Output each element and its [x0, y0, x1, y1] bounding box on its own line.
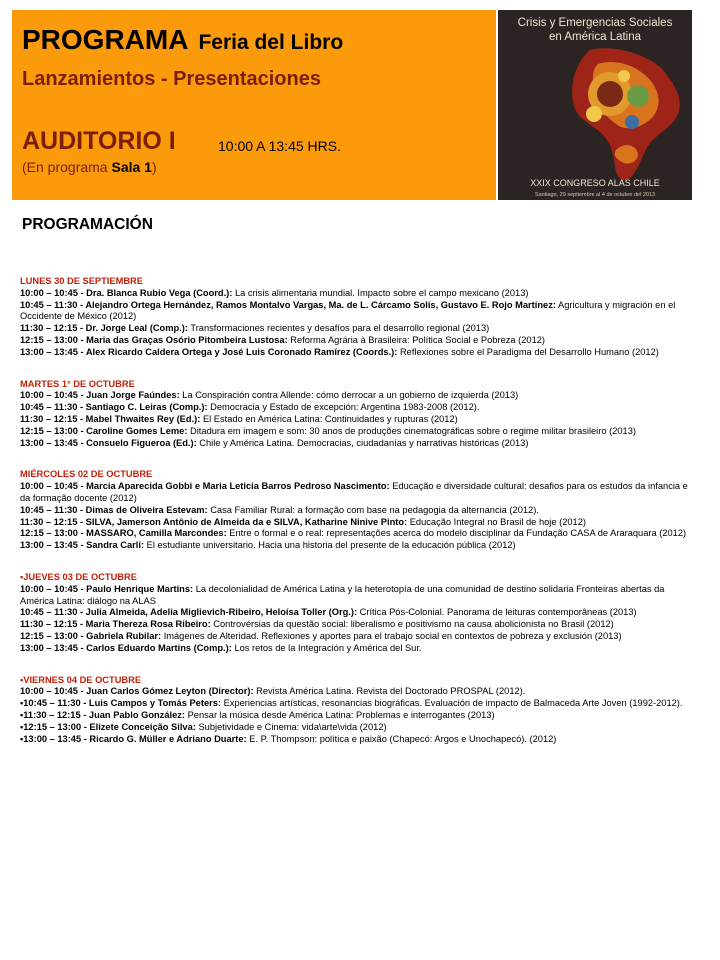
entry-time: 10:45 – 11:30 [20, 299, 78, 310]
room-note: (En programa Sala 1) [22, 159, 157, 175]
day-section [20, 572, 696, 655]
program-subtitle: Lanzamientos - Presentaciones [22, 68, 321, 90]
schedule-entry: 10:00 – 10:45 - Paulo Henrique Martins: La decolonialidad de América Latina y la heterotopía de una comunidad de destino solidaria Fronteiras abertas da América Latina: diálogo na ALAS [20, 583, 665, 606]
entry-authors: Elizete Conceição Silva: [89, 721, 196, 732]
entry-authors: Marcia Aparecida Gobbi e Maria Leticia Barros Pedroso Nascimento: [86, 481, 390, 492]
entry-time: 10:45 – 11:30 [20, 402, 78, 413]
schedule-entry: 10:00 – 10:45 - Juan Carlos Gómez Leyton (Director): Revista América Latina. Revista del Doctorado PROSPAL (2012). [20, 686, 526, 697]
entry-authors: Ricardo G. Müller e Adriano Duarte: [89, 733, 247, 744]
entry-authors: Dimas de Oliveira Estevam: [85, 504, 208, 515]
entry-authors: Maria Thereza Rosa Ribeiro: [85, 619, 211, 630]
entry-time: 10:00 – 10:45 [20, 481, 78, 492]
entry-title: La Conspiración contra Allende: cómo derrocar a un gobierno de izquierda (2013) [182, 390, 519, 401]
poster-dates: Santiago, 29 septiembre al 4 de octubre del 2013 [534, 192, 656, 198]
entry-authors: Dr. Jorge Leal (Comp.): [85, 323, 188, 334]
schedule-entry: 11:30 – 12:15 - Dr. Jorge Leal (Comp.): Transformaciones recientes y desafíos para el desarrollo regional (2013) [20, 323, 490, 334]
entry-title: La crisis alimentaria mundial. Impacto sobre el campo mexicano (2013) [234, 287, 529, 298]
day-section [20, 379, 696, 450]
day-section [20, 469, 696, 552]
schedule-entry: 12:15 – 13:00 - MASSARO, Camilla Marcondes: Entre o formal e o real: representações acerca do modelo disciplinar da Fundação CASA de Araraquara (2012) [20, 528, 687, 539]
entry-title: Subjetividade e Cinema: vida\arte\vida (2012) [198, 721, 387, 732]
entry-title: Experiencias artísticas, resonancias biográficas. Evaluación de impacto de Balmaceda Arte Joven (1992-2012). [223, 698, 683, 709]
entry-time: 10:00 – 10:45 [20, 583, 78, 594]
schedule-entry: •12:15 – 13:00 - Elizete Conceição Silva: Subjetividade e Cinema: vida\arte\vida (2012) [20, 721, 387, 732]
entry-title: Los retos de la Integración y América del Sur. [234, 642, 422, 653]
entry-title: El Estado en América Latina: Continuidades y rupturas (2012) [202, 413, 458, 424]
schedule-entry: 10:45 – 11:30 - Santiago C. Leiras (Comp.): Democracia y Estado de excepción: Argentina 1983-2008 (2012). [20, 402, 480, 413]
entry-title: Educação e diversidade cultural: desafios para os estudos da infancia e da formação docente (2012) [20, 481, 688, 503]
schedule-entry: 13:00 – 13:45 - Carlos Eduardo Martins (Comp.): Los retos de la Integración y América del Sur. [20, 642, 422, 653]
entry-authors: Alex Ricardo Caldera Ortega y José Luis Coronado Ramírez (Coords.): [85, 346, 398, 357]
schedule-entry: 11:30 – 12:15 - Mabel Thwaites Rey (Ed.): El Estado en América Latina: Continuidades y rupturas (2012) [20, 413, 458, 424]
entry-authors: Maria das Graças Osório Pitombeira Lustosa: [86, 334, 288, 345]
schedule-entry: 10:45 – 11:30 - Dimas de Oliveira Estevam: Casa Familiar Rural: a formação com base na pedagogia da alternancia (2012). [20, 504, 539, 515]
schedule-entry: •11:30 – 12:15 - Juan Pablo González: Pensar la música desde América Latina: Problemas e interrogantes (2013) [20, 709, 495, 720]
entry-time: 13:00 – 13:45 [20, 642, 78, 653]
entry-title: La decolonialidad de América Latina y la heterotopía de una comunidad de destino solidaria Fronteiras abertas da América Latina: diálogo na ALAS [20, 583, 665, 606]
entry-authors: SILVA, Jamerson Antônio de Almeida da e SILVA, Katharine Ninive Pinto: [85, 516, 408, 527]
entry-time: •10:45 – 11:30 [20, 698, 81, 709]
entry-time: 13:00 – 13:45 [20, 540, 78, 551]
entry-time: 12:15 – 13:00 [20, 528, 78, 539]
section-title: PROGRAMACIÓN [22, 216, 153, 233]
schedule-entry: 10:45 – 11:30 - Alejandro Ortega Hernández, Ramos Montalvo Vargas, Ma. de L. Cárcamo Solís, Gustavo E. Rojo Martínez: Agricultura y migración en el Occidente de México (2012) [20, 299, 676, 322]
day-title: LUNES 30 DE SEPTIEMBRE [20, 276, 143, 286]
entry-authors: Julia Almeida, Adelia Miglievich-Ribeiro, Heloísa Toller (Org.): [85, 607, 358, 618]
auditorio-label: AUDITORIO I [22, 127, 176, 155]
entry-title: Casa Familiar Rural: a formação com base na pedagogia da alternancia (2012). [210, 504, 539, 515]
entry-time: 10:45 – 11:30 [20, 607, 78, 618]
entry-title: Controvérsias da questão social: liberalismo e positivismo na causa abolicionista no Brasil (2012) [213, 619, 614, 630]
entry-time: •11:30 – 12:15 [20, 709, 81, 720]
poster-line2: en América Latina [548, 31, 642, 43]
entry-time: 11:30 – 12:15 [20, 516, 78, 527]
schedule-entry: 10:45 – 11:30 - Julia Almeida, Adelia Miglievich-Ribeiro, Heloísa Toller (Org.): Crítica Pós-Colonial. Panorama de leituras contemporâneas (2013) [20, 607, 637, 618]
entry-time: 10:45 – 11:30 [20, 504, 78, 515]
day-section [20, 675, 696, 746]
entry-authors: Dra. Blanca Rubio Vega (Coord.): [86, 287, 233, 298]
entry-title: E. P. Thompson: política e paixão (Chapecó: Argos e Unochapecó). (2012) [249, 733, 557, 744]
entry-title: El estudiante universitario. Hacia una historia del presente de la educación pública (2012) [146, 540, 516, 551]
entry-time: •12:15 – 13:00 [20, 721, 82, 732]
schedule-entry: 11:30 – 12:15 - SILVA, Jamerson Antônio de Almeida da e SILVA, Katharine Ninive Pinto: Educação Integral no Brasil de hoje (2012) [20, 516, 586, 527]
entry-authors: Caroline Gomes Leme: [86, 425, 188, 436]
entry-title: Reflexiones sobre el Paradigma del Desarrollo Humano (2012) [399, 346, 659, 357]
schedule-entry: 13:00 – 13:45 - Consuelo Figueroa (Ed.): Chile y América Latina. Democracias, ciudadanías y narrativas históricas (2013) [20, 437, 529, 448]
entry-authors: Sandra Carli: [86, 540, 145, 551]
poster-congress: XXIX CONGRESO ALAS CHILE [530, 178, 660, 188]
schedule-entry: 11:30 – 12:15 - Maria Thereza Rosa Ribeiro: Controvérsias da questão social: liberalismo e positivismo na causa abolicionista no Brasil (2012) [20, 619, 614, 630]
entry-title: Democracia y Estado de excepción: Argentina 1983-2008 (2012). [210, 402, 480, 413]
entry-time: 11:30 – 12:15 [20, 413, 78, 424]
entry-time: 11:30 – 12:15 [20, 323, 78, 334]
schedule-entry: 10:00 – 10:45 - Juan Jorge Faúndes: La Conspiración contra Allende: cómo derrocar a un gobierno de izquierda (2013) [20, 390, 519, 401]
schedule-entry: 12:15 – 13:00 - Gabriela Rubilar: Imágenes de Alteridad. Reflexiones y aportes para el trabajo social en contextos de pobreza y exclusión (2013) [20, 630, 622, 641]
entry-time: 10:00 – 10:45 [20, 686, 78, 697]
entry-title: Educação Integral no Brasil de hoje (2012) [409, 516, 586, 527]
entry-time: 12:15 – 13:00 [20, 425, 78, 436]
entry-title: Reforma Agrária à Brasileira: Política Social e Pobreza (2012) [290, 334, 546, 345]
entry-authors: Consuelo Figueroa (Ed.): [86, 437, 197, 448]
entry-time: 12:15 – 13:00 [20, 334, 78, 345]
day-title: MARTES 1° DE OCTUBRE [20, 378, 135, 389]
schedule-entry: 13:00 – 13:45 - Alex Ricardo Caldera Ortega y José Luis Coronado Ramírez (Coords.): Reflexiones sobre el Paradigma del Desarrollo Humano (2012) [20, 346, 659, 357]
entry-time: 11:30 – 12:15 [20, 619, 78, 630]
entry-authors: Mabel Thwaites Rey (Ed.): [85, 413, 201, 424]
entry-title: Agricultura y migración en el Occidente de México (2012) [20, 299, 676, 322]
congress-poster-art [498, 10, 692, 200]
entry-time: 13:00 – 13:45 [20, 346, 78, 357]
program-title-sub: Feria del Libro [198, 31, 344, 54]
entry-authors: Alejandro Ortega Hernández, Ramos Montalvo Vargas, Ma. de L. Cárcamo Solís, Gustavo E. Rojo Martínez: [85, 299, 556, 310]
schedule-entry: 12:15 – 13:00 - Maria das Graças Osório Pitombeira Lustosa: Reforma Agrária à Brasileira: Política Social e Pobreza (2012) [20, 334, 546, 345]
schedule-entry: •10:45 – 11:30 - Luis Campos y Tomás Peters: Experiencias artísticas, resonancias biográficas. Evaluación de impacto de Balmaceda Arte Joven (1992-2012). [20, 698, 683, 709]
entry-time: 13:00 – 13:45 [20, 437, 78, 448]
entry-authors: Juan Jorge Faúndes: [86, 390, 180, 401]
schedule-hours: 10:00 A 13:45 HRS. [218, 138, 341, 154]
day-title: MIÉRCOLES 02 DE OCTUBRE [20, 469, 153, 480]
entry-authors: Juan Pablo González: [88, 709, 185, 720]
schedule-entry: •13:00 – 13:45 - Ricardo G. Müller e Adriano Duarte: E. P. Thompson: política e paixão (Chapecó: Argos e Unochapecó). (2012) [20, 733, 557, 744]
entry-title: Pensar la música desde América Latina: Problemas e interrogantes (2013) [187, 709, 495, 720]
entry-title: Revista América Latina. Revista del Doctorado PROSPAL (2012). [256, 686, 526, 697]
entry-time: •13:00 – 13:45 [20, 733, 82, 744]
entry-title: Ditadura em imagem e som: 30 anos de produções cinematográficas sobre o regime militar brasileiro (2013) [190, 425, 636, 436]
entry-title: Chile y América Latina. Democracias, ciudadanías y narrativas históricas (2013) [199, 437, 529, 448]
header-banner [12, 10, 496, 200]
entry-time: 12:15 – 13:00 [20, 630, 78, 641]
schedule-entry: 10:00 – 10:45 - Marcia Aparecida Gobbi e Maria Leticia Barros Pedroso Nascimento: Educação e diversidade cultural: desafios para os estudos da infancia e da formação docente (2012) [20, 481, 688, 503]
entry-title: Crítica Pós-Colonial. Panorama de leituras contemporâneas (2013) [359, 607, 637, 618]
program-title: PROGRAMA Feria del Libro [22, 24, 344, 55]
schedule-entry: 10:00 – 10:45 - Dra. Blanca Rubio Vega (Coord.): La crisis alimentaria mundial. Impacto sobre el campo mexicano (2013) [20, 287, 529, 298]
entry-authors: Santiago C. Leiras (Comp.): [85, 402, 208, 413]
schedule-entry: 12:15 – 13:00 - Caroline Gomes Leme: Ditadura em imagem e som: 30 anos de produções cinematográficas sobre o regime militar brasileiro (2013) [20, 425, 636, 436]
day-title: •VIERNES 04 DE OCTUBRE [20, 674, 142, 685]
program-schedule [20, 276, 696, 745]
congress-poster [498, 10, 692, 200]
poster-line1: Crisis y Emergencias Sociales [517, 17, 673, 29]
entry-title: Transformaciones recientes y desafíos para el desarrollo regional (2013) [190, 323, 490, 334]
day-section [20, 276, 696, 359]
entry-authors: Gabriela Rubilar: [86, 630, 162, 641]
day-title: •JUEVES 03 DE OCTUBRE [20, 571, 137, 582]
entry-authors: Carlos Eduardo Martins (Comp.): [86, 642, 232, 653]
entry-authors: Juan Carlos Gómez Leyton (Director): [86, 686, 254, 697]
schedule-entry: 13:00 – 13:45 - Sandra Carli: El estudiante universitario. Hacia una historia del presente de la educación pública (2012) [20, 540, 516, 551]
entry-title: Entre o formal e o real: representações acerca do modelo disciplinar da Fundação CASA de Araraquara (2012) [229, 528, 687, 539]
entry-authors: Luis Campos y Tomás Peters: [88, 698, 221, 709]
entry-time: 10:00 – 10:45 [20, 287, 78, 298]
entry-time: 10:00 – 10:45 [20, 390, 78, 401]
entry-authors: MASSARO, Camilla Marcondes: [86, 528, 227, 539]
entry-title: Imágenes de Alteridad. Reflexiones y aportes para el trabajo social en contextos de pobreza y exclusión (2013) [163, 630, 622, 641]
entry-authors: Paulo Henrique Martins: [86, 583, 194, 594]
